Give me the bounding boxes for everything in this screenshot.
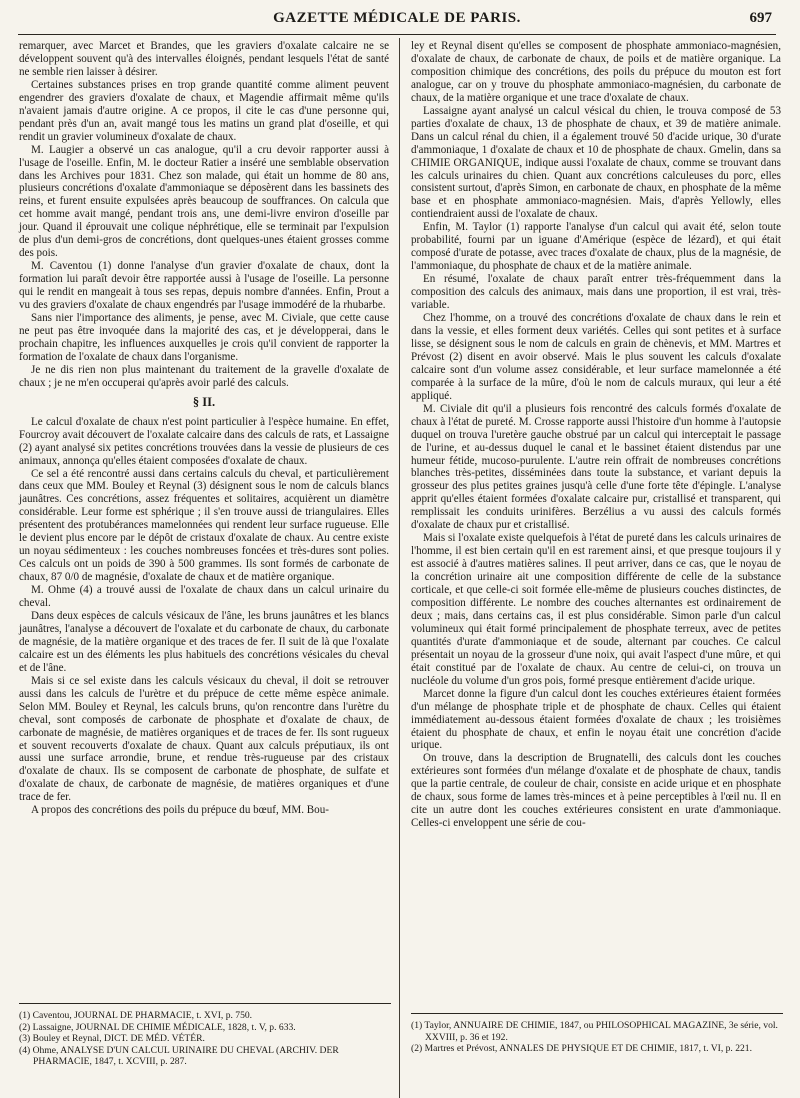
paragraph: Je ne dis rien non plus maintenant du traitement de la gravelle d'oxalate de chaux ; je ne m'en occuperai qu'après avoir parlé des calculs.	[19, 363, 389, 389]
paragraph: Lassaigne ayant analysé un calcul vésical du chien, le trouva composé de 53 parties d'oxalate de chaux, 13 de phosphate de chaux, et 39 de matière animale. Dans un calcul rénal du chien, il a également trouvé 50 d'acide urique, 30 d'urate d'ammoniaque, 1 d'oxalate de chaux et 10 de phosphate de chaux. Gmelin, dans sa CHIMIE ORGANIQUE, indique aussi l'oxalate de chaux, comme se trouvant dans les calculs urinaires du chien. Quant aux concrétions calculeuses du porc, elles consistent surtout, d'après Simon, en carbonate de chaux, en phosphate de la même base et en phosphate ammoniaco-magnésien. Mais, d'après Yellowly, elles contiendraient aussi de l'oxalate de chaux.	[411, 104, 781, 221]
footnote: (4) Ohme, ANALYSE D'UN CALCUL URINAIRE DU CHEVAL (ARCHIV. DER PHARMACIE, 1847, t. XCVIII, p. 287.	[19, 1044, 339, 1068]
footnote-rule	[19, 1003, 391, 1004]
paragraph: En résumé, l'oxalate de chaux paraît entrer très-fréquemment dans la composition des calculs des animaux, mais dans une proportion, il est vrai, très-variable.	[411, 273, 781, 312]
paragraph: Mais si ce sel existe dans les calculs vésicaux du cheval, il doit se retrouver aussi dans les calculs de l'urètre et du prépuce de cette même espèce animale. Selon MM. Bouley et Reynal, les calculs bruns, qu'on rencontre dans l'urètre du cheval, sont composés de carbonate de phosphate et d'oxalate de chaux, de carbonate de magnésie, de matières organiques et de traces de fer. Ils sont rugueux et souvent recouverts d'oxalate de chaux. Quant aux calculs préputiaux, ils ont aussi une surface arrondie, brune, et rendue très-rugueuse par des cristaux d'oxalate de chaux. Ils se composent de carbonate de phosphate, de sulfate et d'oxalate de chaux, de carbonate de magnésie, de matières organiques et d'une trace de fer.	[19, 674, 389, 804]
paragraph: Marcet donne la figure d'un calcul dont les couches extérieures étaient formées d'un mélange de phosphate triple et de phosphate de chaux. Celles qui étaient immédiatement au-dessous étaient formées d'oxalate de chaux ; les troisièmes étaient du phosphate de chaux, et enfin le noyau était une concrétion d'acide urique.	[411, 687, 781, 752]
paragraph: remarquer, avec Marcet et Brandes, que les graviers d'oxalate calcaire ne se développent souvent qu'à des intervalles éloignés, pendant lesquels l'état de santé ne semble rien laisser à désirer.	[19, 40, 389, 78]
paragraph: Le calcul d'oxalate de chaux n'est point particulier à l'espèce humaine. En effet, Fourcroy avait découvert de l'oxalate calcaire dans des calculs de rats, et Lassaigne (2) ayant analysé six petites concrétions trouvées dans la vessie de plusieurs de ces animaux, annonça qu'elles étaient composées d'oxalate de chaux.	[19, 415, 389, 467]
footnote: (2) Lassaigne, JOURNAL DE CHIMIE MÉDICALE, 1828, t. V, p. 633.	[19, 1021, 296, 1033]
column-divider	[399, 38, 400, 1098]
section-title: § II.	[192, 394, 216, 409]
left-footnotes	[19, 1010, 389, 1068]
paragraph: ley et Reynal disent qu'elles se composent de phosphate ammoniaco-magnésien, d'oxalate de chaux, de carbonate de chaux, de poils et de matière organique. La composition chimique des concrétions, des poils du prépuce du mouton est fort analogue, car on y trouve du phosphate ammoniaco-magnésien, du carbonate de chaux, de la matière organique et une trace d'oxalate de chaux.	[411, 40, 781, 104]
paragraph: On trouve, dans la description de Brugnatelli, des calculs dont les couches extérieures sont formées d'un mélange d'oxalate et de phosphate de chaux, tandis que la partie centrale, de couleur de chair, consiste en acide urique et en phosphate de chaux, sous forme de lames très-minces et à peine perceptibles à l'œil nu. Il en cite un autre dont les couches extérieures consistent en urate d'ammoniaque. Celles-ci enveloppent une série de cou-	[411, 752, 781, 830]
footnote-rule	[411, 1013, 783, 1014]
left-column	[19, 40, 389, 817]
page-header	[18, 6, 776, 35]
page-number: 697	[749, 10, 772, 26]
paragraph: Dans deux espèces de calculs vésicaux de l'âne, les bruns jaunâtres et les blancs jaunâtres, l'analyse a découvert de l'oxalate et du carbonate de chaux, du carbonate de magnésie, de la matière organique et des traces de fer. Il suit de là que l'oxalate calcaire est un des éléments les plus habituels des concrétions vésicales du cheval et de l'âne.	[19, 609, 389, 674]
running-title: GAZETTE MÉDICALE DE PARIS.	[273, 10, 521, 26]
paragraph: Mais si l'oxalate existe quelquefois à l'état de pureté dans les calculs urinaires de l'homme, il est bien certain qu'il en est rarement ainsi, et que presque toujours il y est associé à d'autres matières salines. Il peut arriver, dans ce cas, que le noyau de la concrétion urinaire ait une composition différente de celle de la substance corticale, et que celle-ci soit formée elle-même de plusieurs couches distinctes, de composition différente. Le nombre des couches alternantes est ordinairement de deux ; mais, dans certains cas, il est plus considérable. Simon parle d'un calcul volumineux qui était formé principalement de phosphate terreux, avec de petites quantités d'urate d'ammoniaque et de soude, alternant par couches. Ce calcul présentait un noyau de la grosseur d'une noix, qui avait l'aspect d'une mûre, et qui était constitué par de l'oxalate de chaux. Au centre de celui-ci, on trouva un nucléole du volume d'un gros pois, formé presque entièrement d'acide urique.	[411, 532, 781, 687]
paragraph: Sans nier l'importance des aliments, je pense, avec M. Civiale, que cette cause ne peut pas être invoquée dans la majorité des cas, et je développerai, dans le prochain chapitre, les influences auxquelles je crois qu'il convient de rapporter la formation de l'oxalate de chaux dans l'organisme.	[19, 312, 389, 363]
right-footnotes	[411, 1020, 781, 1055]
footnote: (1) Caventou, JOURNAL DE PHARMACIE, t. XVI, p. 750.	[19, 1010, 253, 1021]
paragraph: Chez l'homme, on a trouvé des concrétions d'oxalate de chaux dans le rein et dans la vessie, et elles forment deux variétés. Celles qui sont petites et à surface lisse, se désignent sous le nom de calculs en grain de chènevis, et MM. Martres et Prévost (2) disent en avoir observé. Mais le plus souvent les calculs d'oxalate calcaire sont d'un volume assez considérable, et leur surface mamelonnée a été comparée à la surface de la mûre, d'où le nom de calculs muraux, qui leur a été appliqué.	[411, 312, 781, 402]
right-column	[411, 40, 781, 830]
paragraph: Ce sel a été rencontré aussi dans certains calculs du cheval, et particulièrement dans ceux que MM. Bouley et Reynal (3) désignent sous le nom de calculs blancs jaunâtres. Ces concrétions, assez fréquentes et solitaires, acquièrent un diamètre considérable. Leur forme est sphérique ; il s'en trouve aussi de triangulaires. Elles présentent des protubérances mamelonnées qui rendent leur surface rugueuse. Elle le devient plus encore par le dépôt de cristaux d'oxalate de chaux. Au centre existe un noyau sédimenteux : les couches nombreuses foncées et très-dures sont polies. Ces calculs ont un poids de 390 à 500 grammes. Ils sont formés de carbonate de chaux, 87 0/0 de magnésie, d'oxalate de chaux et de matière organique.	[19, 467, 389, 584]
footnote: (1) Taylor, ANNUAIRE DE CHIMIE, 1847, ou PHILOSOPHICAL MAGAZINE, 3e série, vol. XXVIII, p. 36 et 192.	[411, 1020, 778, 1043]
paragraph: M. Laugier a observé un cas analogue, qu'il a cru devoir rapporter aussi à l'usage de l'oseille. Enfin, M. le docteur Ratier a inséré une semblable observation dans les Archives pour 1831. Chez son malade, qui était un homme de 80 ans, plusieurs concrétions d'oxalate d'ammoniaque se déposèrent dans les bassinets des reins, et furent ensuite expulsées après beaucoup de souffrances. On calcula que cet homme avait mangé, pendant trois ans, une demi-livre environ d'oseille par jour. Quand il éprouvait une colique néphrétique, elle se terminait par l'expulsion de plus d'un demi-gros de concrétions, dont quelques-unes étaient grosses comme des pois.	[19, 143, 389, 260]
paragraph: M. Civiale dit qu'il a plusieurs fois rencontré des calculs formés d'oxalate de chaux à l'état de pureté. M. Crosse rapporte aussi l'histoire d'un homme à l'autopsie duquel on trouva l'uretère gauche obstrué par un calcul qui interceptait le passage de l'urine, et au-dessus duquel le canal et le bassinet étaient distendus par une humeur fétide, mucoso-purulente. L'autre rein offrait de nombreuses concrétions blanches très-petites, disséminées dans toute la substance, et variant depuis la grosseur des plus petites graines jusqu'à celle d'une forte tête d'épingle. L'analyse apprit qu'elles étaient formées d'oxalate calcaire pur, cristallisé et transparent, qui remplissait les conduits urinifères. Berzélius a vu aussi des calculs formés d'oxalate de chaux pur et cristallisé.	[411, 402, 781, 532]
paragraph: M. Ohme (4) a trouvé aussi de l'oxalate de chaux dans un calcul urinaire du cheval.	[19, 584, 389, 610]
paragraph: Certaines substances prises en trop grande quantité comme aliment peuvent engendrer des graviers d'oxalate de chaux, et Magendie affirmait même qu'ils n'avaient jamais d'autre origine. A ce propos, il cite le cas d'une personne qui, pendant près d'un an, avait mangé tous les matins un grand plat d'oseille, et qui rendit un gravier volumineux d'oxalate de chaux.	[19, 78, 389, 143]
paragraph: Enfin, M. Taylor (1) rapporte l'analyse d'un calcul qui avait été, selon toute probabilité, fourni par un iguane d'Amérique (espèce de lézard), et qui était composé d'urate de potasse, avec traces d'oxalate de chaux, plus de la magnésie, de l'ammoniaque, du phosphate de chaux et de la matière animale.	[411, 221, 781, 273]
footnote: (2) Martres et Prévost, ANNALES DE PHYSIQUE ET DE CHIMIE, 1817, t. VI, p. 221.	[411, 1043, 752, 1055]
paragraph: M. Caventou (1) donne l'analyse d'un gravier d'oxalate de chaux, dont la formation lui paraît devoir être rapportée aussi à l'usage de l'oseille. La personne qui le rendit en mangeait à tous ses repas, depuis nombre d'années. Enfin, Prout a vu des graviers d'oxalate de chaux engendrés par l'usage immodéré de la rhubarbe.	[19, 260, 389, 312]
paragraph: A propos des concrétions des poils du prépuce du bœuf, MM. Bou-	[31, 804, 329, 817]
footnote: (3) Bouley et Reynal, DICT. DE MÉD. VÉTÉR.	[19, 1033, 205, 1045]
